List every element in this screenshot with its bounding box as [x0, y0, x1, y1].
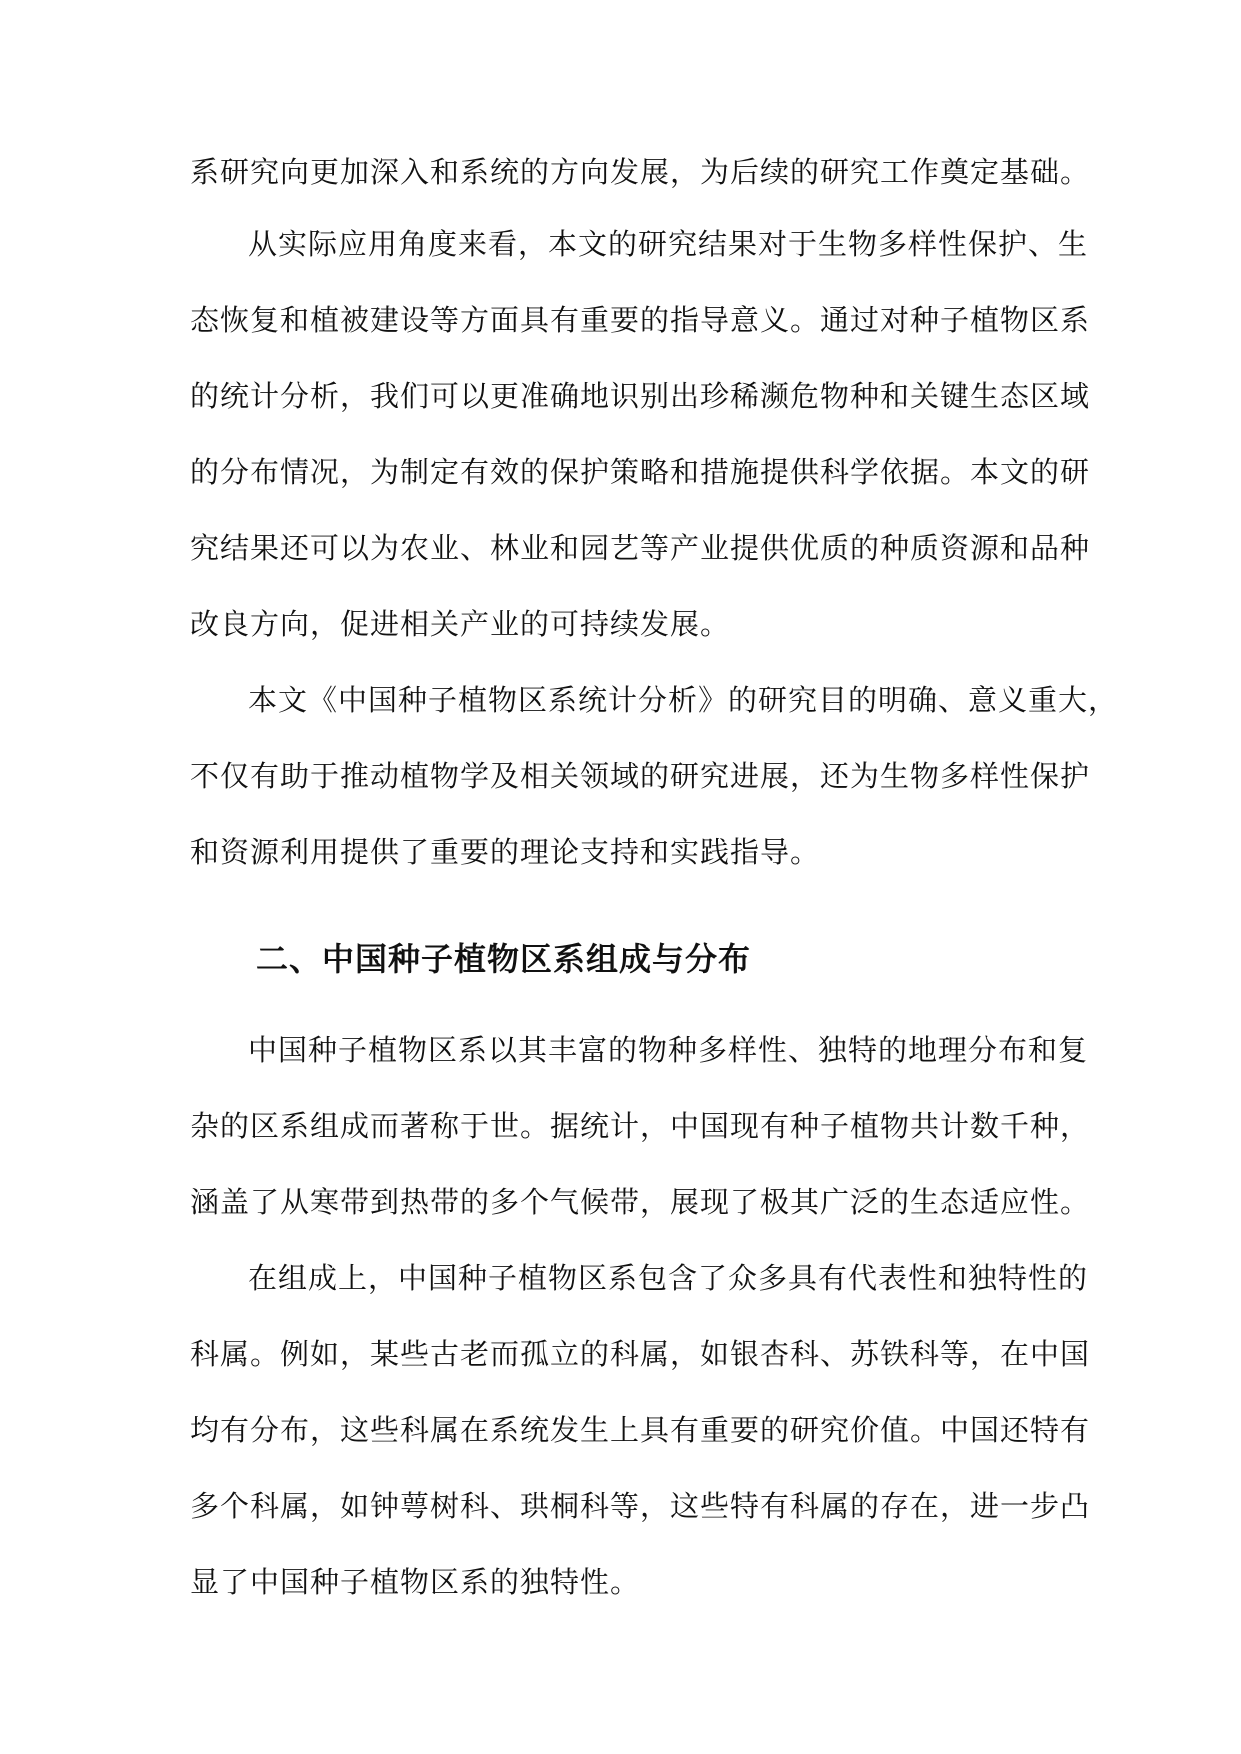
paragraph-line: 科属。例如，某些古老而孤立的科属，如银杏科、苏铁科等，在中国 — [190, 1337, 1091, 1371]
paragraph-line: 多个科属，如钟萼树科、珙桐科等，这些特有科属的存在，进一步凸 — [190, 1489, 1091, 1523]
paragraph-line: 究结果还可以为农业、林业和园艺等产业提供优质的种质资源和品种 — [190, 531, 1091, 565]
paragraph-line: 在组成上，中国种子植物区系包含了众多具有代表性和独特性的 — [248, 1261, 1089, 1295]
paragraph-line: 态恢复和植被建设等方面具有重要的指导意义。通过对种子植物区系 — [190, 303, 1091, 337]
paragraph-line: 和资源利用提供了重要的理论支持和实践指导。 — [190, 835, 821, 869]
paragraph-line: 的统计分析，我们可以更准确地识别出珍稀濒危物种和关键生态区域 — [190, 379, 1091, 413]
paragraph-line: 从实际应用角度来看，本文的研究结果对于生物多样性保护、生 — [248, 227, 1089, 261]
paragraph-line: 显了中国种子植物区系的独特性。 — [190, 1565, 641, 1599]
paragraph-line: 系研究向更加深入和系统的方向发展，为后续的研究工作奠定基础。 — [190, 155, 1091, 189]
paragraph-line: 本文《中国种子植物区系统计分析》的研究目的明确、意义重大， — [248, 683, 1119, 717]
paragraph-line: 的分布情况，为制定有效的保护策略和措施提供科学依据。本文的研 — [190, 455, 1091, 489]
paragraph-line: 涵盖了从寒带到热带的多个气候带，展现了极其广泛的生态适应性。 — [190, 1185, 1091, 1219]
section-heading: 二、中国种子植物区系组成与分布 — [256, 940, 752, 978]
paragraph-line: 不仅有助于推动植物学及相关领域的研究进展，还为生物多样性保护 — [190, 759, 1091, 793]
paragraph-line: 中国种子植物区系以其丰富的物种多样性、独特的地理分布和复 — [248, 1033, 1089, 1067]
paragraph-line: 改良方向，促进相关产业的可持续发展。 — [190, 607, 731, 641]
paragraph-line: 均有分布，这些科属在系统发生上具有重要的研究价值。中国还特有 — [190, 1413, 1091, 1447]
paragraph-line: 杂的区系组成而著称于世。据统计，中国现有种子植物共计数千种， — [190, 1109, 1091, 1143]
